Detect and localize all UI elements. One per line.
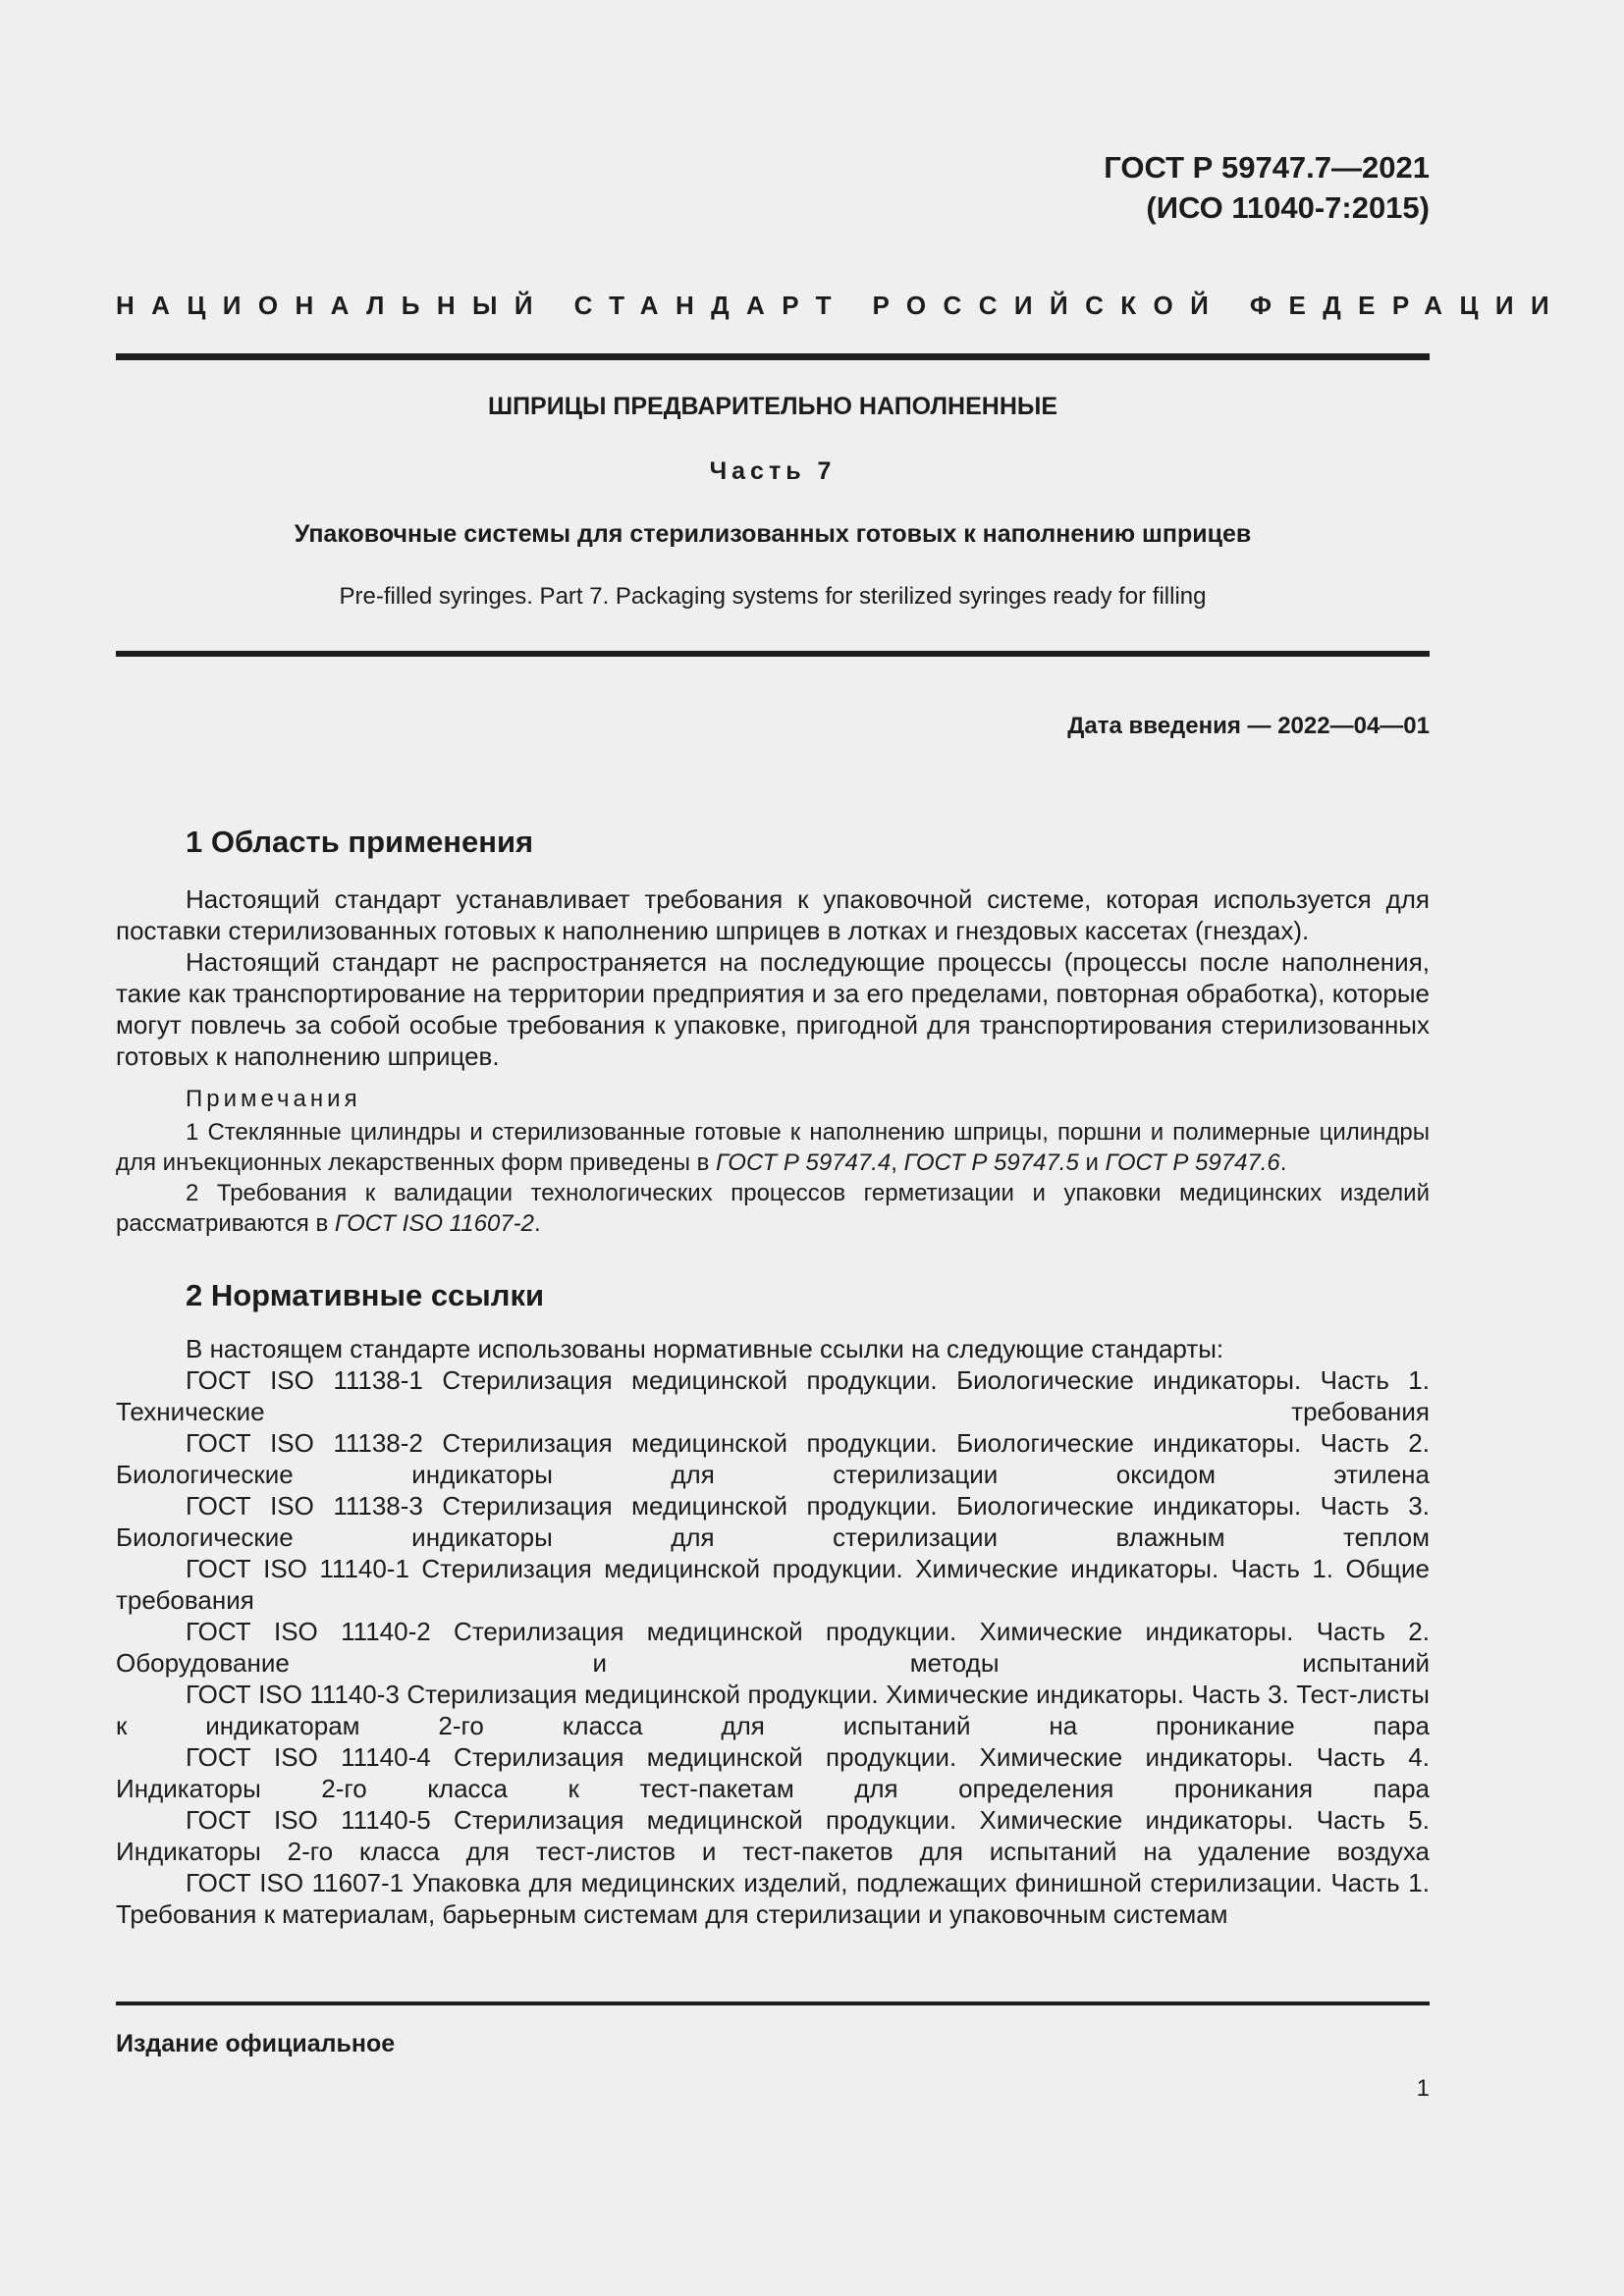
reference-item: ГОСТ ISO 11607-1 Упаковка для медицинских изделий, подлежащих финишной стерилизации. Часть 1. Требования к материалам, барьерным системам для стерилизации и упаковочным системам [116, 1868, 1430, 1929]
normative-references-list [116, 1333, 1430, 1930]
note-1-conjunction: и [1085, 1149, 1099, 1176]
reference-item: ГОСТ ISO 11138-1 Стерилизация медицинской продукции. Биологические индикаторы. Часть 1. Технические требования [116, 1365, 1430, 1426]
reference-item: ГОСТ ISO 11138-3 Стерилизация медицинской продукции. Биологические индикаторы. Часть 3. Биологические индикаторы для стерилизации влажным теплом [116, 1491, 1430, 1552]
document-page [116, 0, 1567, 2296]
top-divider [116, 353, 1430, 360]
title-divider [116, 651, 1430, 657]
note-1-reference-2: ГОСТ Р 59747.5 [903, 1149, 1079, 1176]
note-1-reference-3: ГОСТ Р 59747.6 [1105, 1149, 1280, 1176]
section-2-heading: 2 Нормативные ссылки [186, 1278, 545, 1312]
page-number: 1 [1416, 2075, 1430, 2102]
document-subtitle: Упаковочные системы для стерилизованных готовых к наполнению шприцев [294, 520, 1252, 548]
reference-item: ГОСТ ISO 11140-3 Стерилизация медицинской продукции. Химические индикаторы. Часть 3. Тест-листы к индикаторам 2-го класса для испытаний на проникание пара [116, 1680, 1430, 1740]
footer-divider [116, 2002, 1430, 2005]
note-2-reference: ГОСТ ISO 11607-2 [334, 1210, 534, 1237]
normative-references-intro: В настоящем стандарте использованы нормативные ссылки на следующие стандарты: [186, 1334, 1224, 1363]
official-edition-label: Издание официальное [116, 2030, 396, 2057]
section-1-heading: 1 Область применения [186, 825, 534, 859]
iso-equivalent: (ИСО 11040-7:2015) [1146, 190, 1430, 225]
national-standard-heading: НАЦИОНАЛЬНЫЙ СТАНДАРТ РОССИЙСКОЙ ФЕДЕРАЦИИ [116, 291, 1567, 320]
standard-designation [1104, 147, 1430, 228]
notes-label: Примечания [186, 1086, 361, 1112]
document-part: Часть 7 [709, 457, 837, 485]
document-title: ШПРИЦЫ ПРЕДВАРИТЕЛЬНО НАПОЛНЕННЫЕ [487, 393, 1058, 420]
reference-item: ГОСТ ISO 11140-2 Стерилизация медицинской продукции. Химические индикаторы. Часть 2. Оборудование и методы испытаний [116, 1617, 1430, 1678]
scope-paragraph-1: Настоящий стандарт устанавливает требования к упаковочной системе, которая используется для поставки стерилизованных готовых к наполнению шприцев в лотках и гнездовых кассетах (гнездах). [116, 884, 1430, 945]
note-2-text: 2 Требования к валидации технологических процессов герметизации и упаковки медицинских изделий рассматриваются в [116, 1180, 1430, 1237]
note-1-text: 1 Стеклянные цилиндры и стерилизованные готовые к наполнению шприцы, поршни и полимерные цилиндры для инъекционных лекарственных форм приведены в [116, 1119, 1430, 1176]
standard-number: ГОСТ Р 59747.7—2021 [1104, 150, 1430, 185]
note-1: 1 Стеклянные цилиндры и стерилизованные готовые к наполнению шприцы, поршни и полимерные цилиндры для инъекционных лекарственных форм приведены в ГОСТ Р 59747.4, ГОСТ Р 59747.5 и ГОСТ Р 59747.6. [116, 1119, 1430, 1176]
reference-item: ГОСТ ISO 11140-1 Стерилизация медицинской продукции. Химические индикаторы. Часть 1. Общие требования [116, 1554, 1430, 1615]
reference-item: ГОСТ ISO 11138-2 Стерилизация медицинской продукции. Биологические индикаторы. Часть 2. Биологические индикаторы для стерилизации оксидом этилена [116, 1428, 1430, 1489]
note-2: 2 Требования к валидации технологических процессов герметизации и упаковки медицинских изделий рассматриваются в ГОСТ ISO 11607-2. [116, 1180, 1430, 1237]
scope-paragraph-2: Настоящий стандарт не распространяется на последующие процессы (процессы после наполнения, такие как транспортирование на территории предприятия и за его пределами, повторная обработка), которые могут повлечь за собой особые требования к упаковке, пригодной для транспортирования стерилизованных готовых к наполнению шприцев. [116, 947, 1430, 1071]
note-1-reference-1: ГОСТ Р 59747.4 [716, 1149, 892, 1176]
introduction-date: Дата введения — 2022—04—01 [1067, 713, 1430, 739]
reference-item: ГОСТ ISO 11140-4 Стерилизация медицинской продукции. Химические индикаторы. Часть 4. Индикаторы 2-го класса к тест-пакетам для определения проникания пара [116, 1742, 1430, 1803]
english-title: Pre-filled syringes. Part 7. Packaging systems for sterilized syringes ready for filling [339, 583, 1207, 610]
reference-item: ГОСТ ISO 11140-5 Стерилизация медицинской продукции. Химические индикаторы. Часть 5. Индикаторы 2-го класса для тест-листов и тест-пакетов для испытаний на удаление воздуха [116, 1805, 1430, 1866]
